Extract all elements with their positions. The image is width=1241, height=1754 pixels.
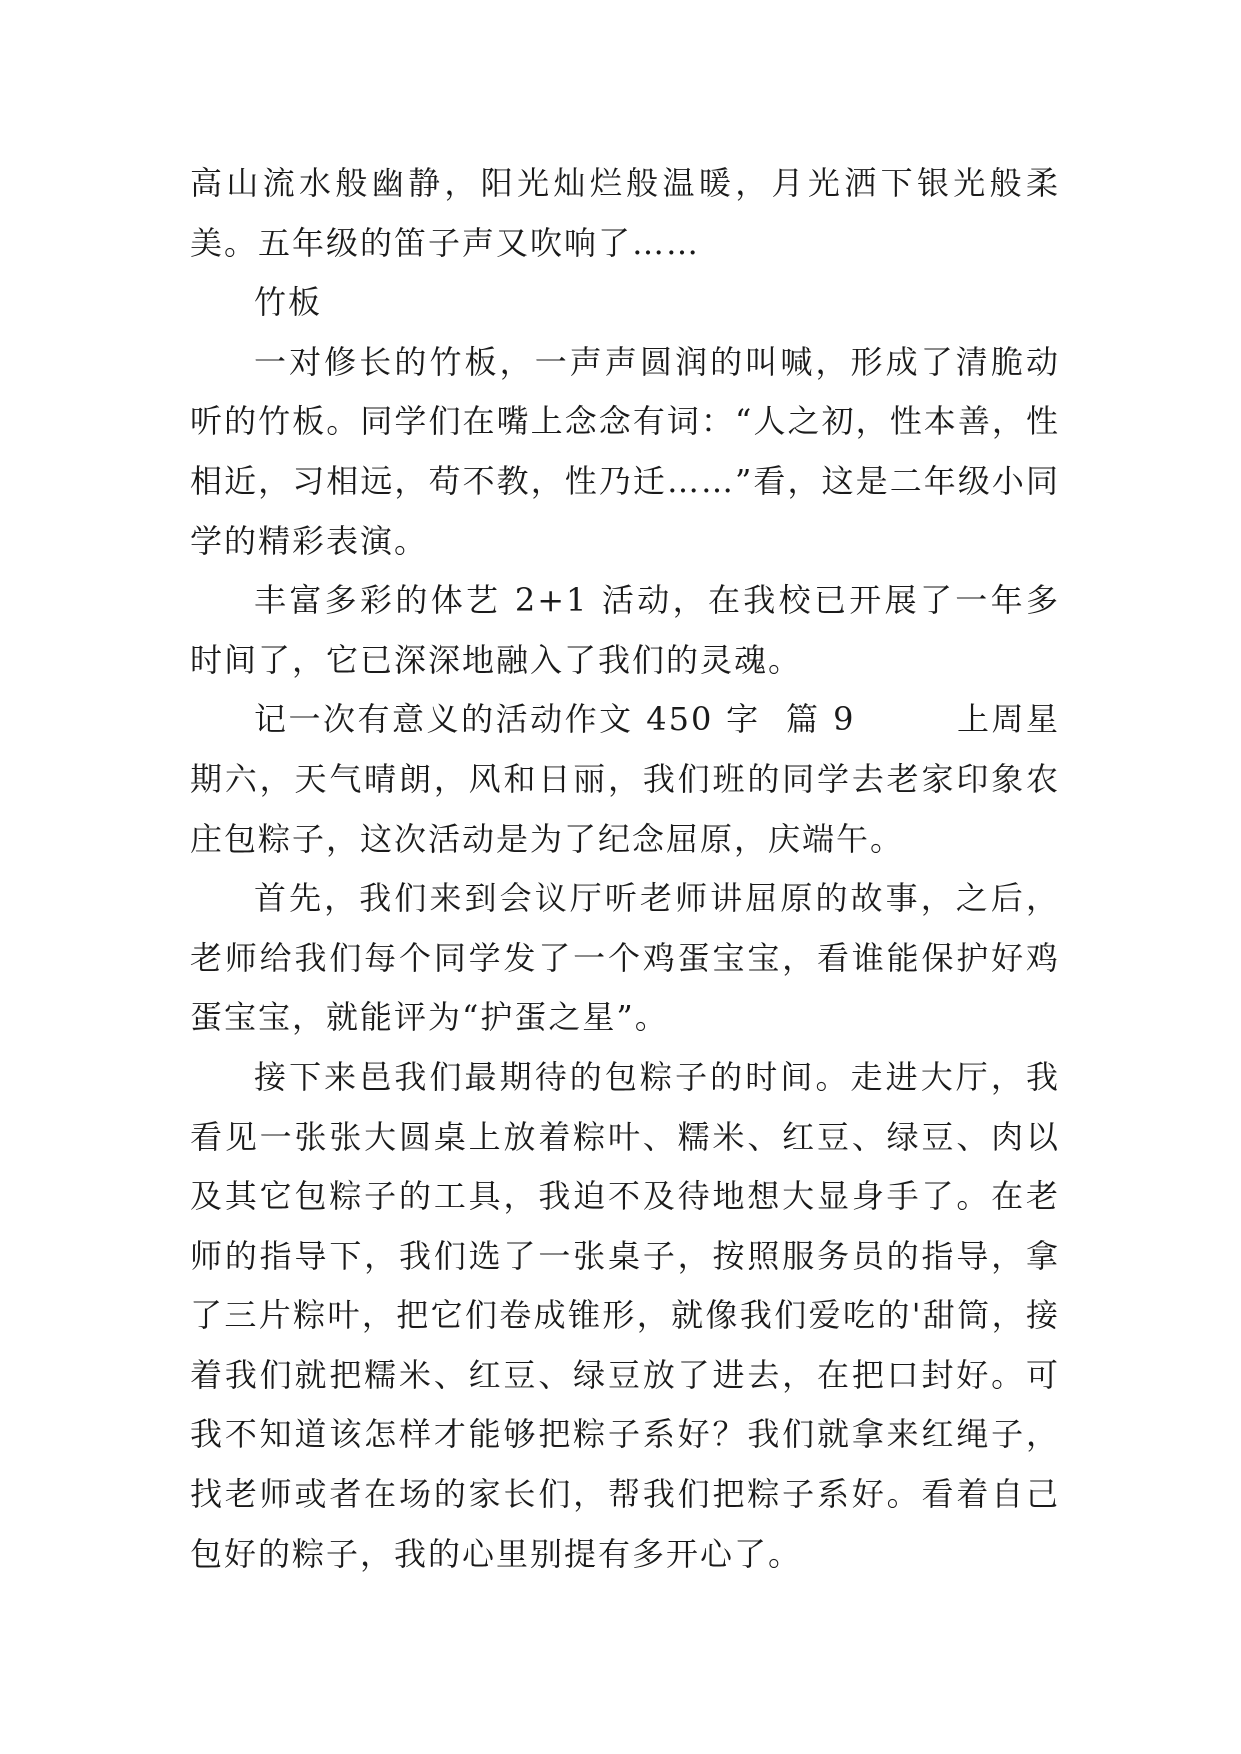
paragraph-making-zongzi: 接下来邑我们最期待的包粽子的时间。走进大厅，我看见一张张大圆桌上放着粽叶、糯米、红豆、绿豆、肉以及其它包粽子的工具，我迫不及待地想大显身手了。在老师的指导下，我们选了一张桌子，按照服务员的指导，拿了三片粽叶，把它们卷成锥形，就像我们爱吃的'甜筒，接着我们就把糯米、红豆、绿豆放了进去，在把口封好。可我不知道该怎样才能够把粽子系好？我们就拿来红绳子，找老师或者在场的家长们，帮我们把粽子系好。看着自己包好的粽子，我的心里别提有多开心了。 xyxy=(190,1057,1060,1573)
paragraph-egg-baby: 首先，我们来到会议厅听老师讲屈原的故事，之后，老师给我们每个同学发了一个鸡蛋宝宝，看谁能保护好鸡蛋宝宝，就能评为“护蛋之星”。 xyxy=(190,879,1060,1037)
section-heading-bamboo-clapper: 竹板 xyxy=(254,283,323,322)
paragraph-bamboo-clapper: 一对修长的竹板，一声声圆润的叫喊，形成了清脆动听的竹板。同学们在嘴上念念有词：“人之初，性本善，性相近，习相远，苟不教，性乃迁……”看，这是二年级小同学的精彩表演。 xyxy=(190,342,1060,560)
document-body xyxy=(190,154,1060,1584)
paragraph-flute-ending: 高山流水般幽静，阳光灿烂般温暖，月光洒下银光般柔美。五年级的笛子声又吹响了…… xyxy=(190,164,1060,262)
paragraph-essay-9-intro: 记一次有意义的活动作文 450 字 篇 9 上周星期六，天气晴朗，风和日丽，我们班的同学去老家印象农庄包粽子，这次活动是为了纪念屈原，庆端午。 xyxy=(190,700,1060,858)
paragraph-activity-summary: 丰富多彩的体艺 2+1 活动，在我校已开展了一年多时间了，它已深深地融入了我们的灵魂。 xyxy=(190,581,1060,679)
